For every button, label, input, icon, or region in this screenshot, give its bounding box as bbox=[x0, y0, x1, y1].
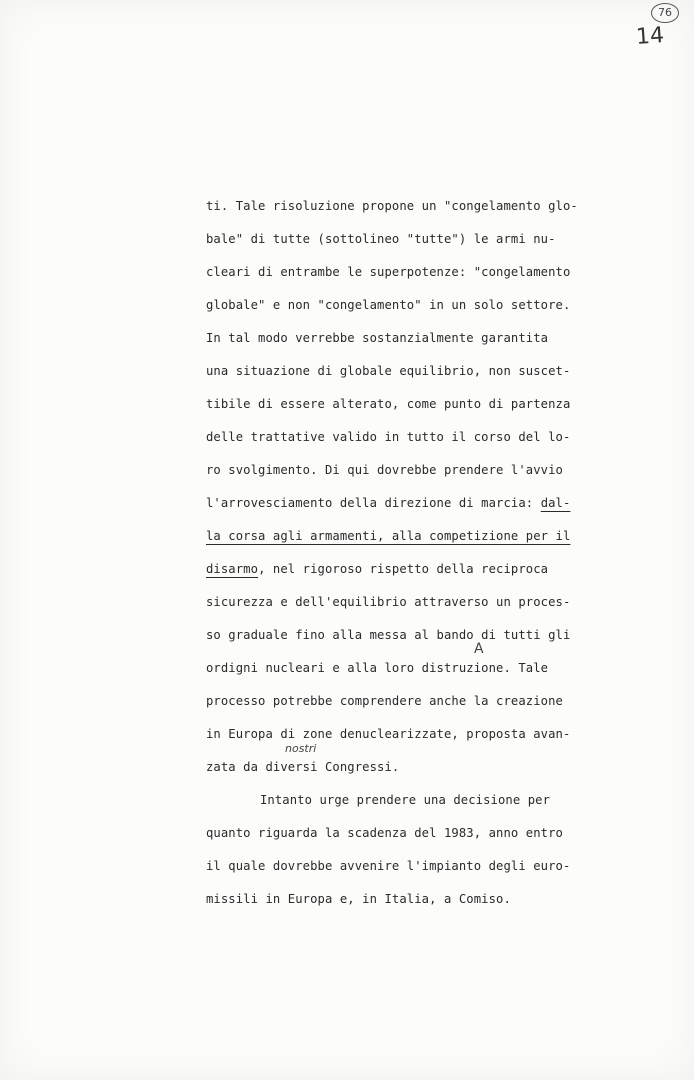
text-line: missili in Europa e, in Italia, a Comiso. bbox=[206, 892, 511, 906]
text-line: ordigni nucleari e alla loro distruzione. Tale bbox=[206, 661, 549, 675]
underlined-text: dal- bbox=[540, 496, 571, 510]
text-line: sicurezza e dell'equilibrio attraverso un proces- bbox=[206, 595, 571, 609]
text-line: globale" e non "congelamento" in un solo settore. bbox=[206, 298, 571, 312]
paragraph-indented-line: Intanto urge prendere una decisione per bbox=[260, 793, 551, 807]
text-line: In tal modo verrebbe sostanzialmente garantita bbox=[206, 331, 549, 345]
text-line: delle trattative valido in tutto il corso del lo- bbox=[206, 430, 571, 444]
text-line: il quale dovrebbe avvenire l'impianto degli euro- bbox=[206, 859, 571, 873]
text-line: ro svolgimento. Di qui dovrebbe prendere l'avvio bbox=[206, 463, 563, 477]
underlined-line: la corsa agli armamenti, alla competizione per il bbox=[206, 529, 571, 543]
text-segment: , nel rigoroso rispetto della reciproca bbox=[258, 562, 549, 576]
handwritten-insertion: nostri bbox=[285, 742, 317, 755]
text-line: zata da diversi Congressi. bbox=[206, 760, 400, 774]
text-segment: l'arrovesciamento della direzione di marcia: bbox=[206, 496, 541, 510]
text-line: so graduale fino alla messa al bando di tutti gli bbox=[206, 628, 571, 642]
text-line bbox=[206, 496, 570, 510]
text-line: in Europa di zone denuclearizzate, proposta avan- bbox=[206, 727, 571, 741]
underlined-text: disarmo bbox=[206, 562, 259, 576]
text-line bbox=[206, 562, 548, 576]
text-line: una situazione di globale equilibrio, non suscet- bbox=[206, 364, 571, 378]
handwritten-caret-mark: A bbox=[474, 641, 484, 657]
text-line: cleari di entrambe le superpotenze: "congelamento bbox=[206, 265, 571, 279]
text-line: tibile di essere alterato, come punto di partenza bbox=[206, 397, 571, 411]
handwritten-page-number: 14 bbox=[635, 23, 665, 50]
text-line: processo potrebbe comprendere anche la creazione bbox=[206, 694, 563, 708]
archive-stamp: 76 bbox=[651, 3, 679, 23]
text-line: bale" di tutte (sottolineo "tutte") le armi nu- bbox=[206, 232, 556, 246]
text-line: quanto riguarda la scadenza del 1983, anno entro bbox=[206, 826, 563, 840]
text-line: ti. Tale risoluzione propone un "congelamento glo- bbox=[206, 199, 578, 213]
